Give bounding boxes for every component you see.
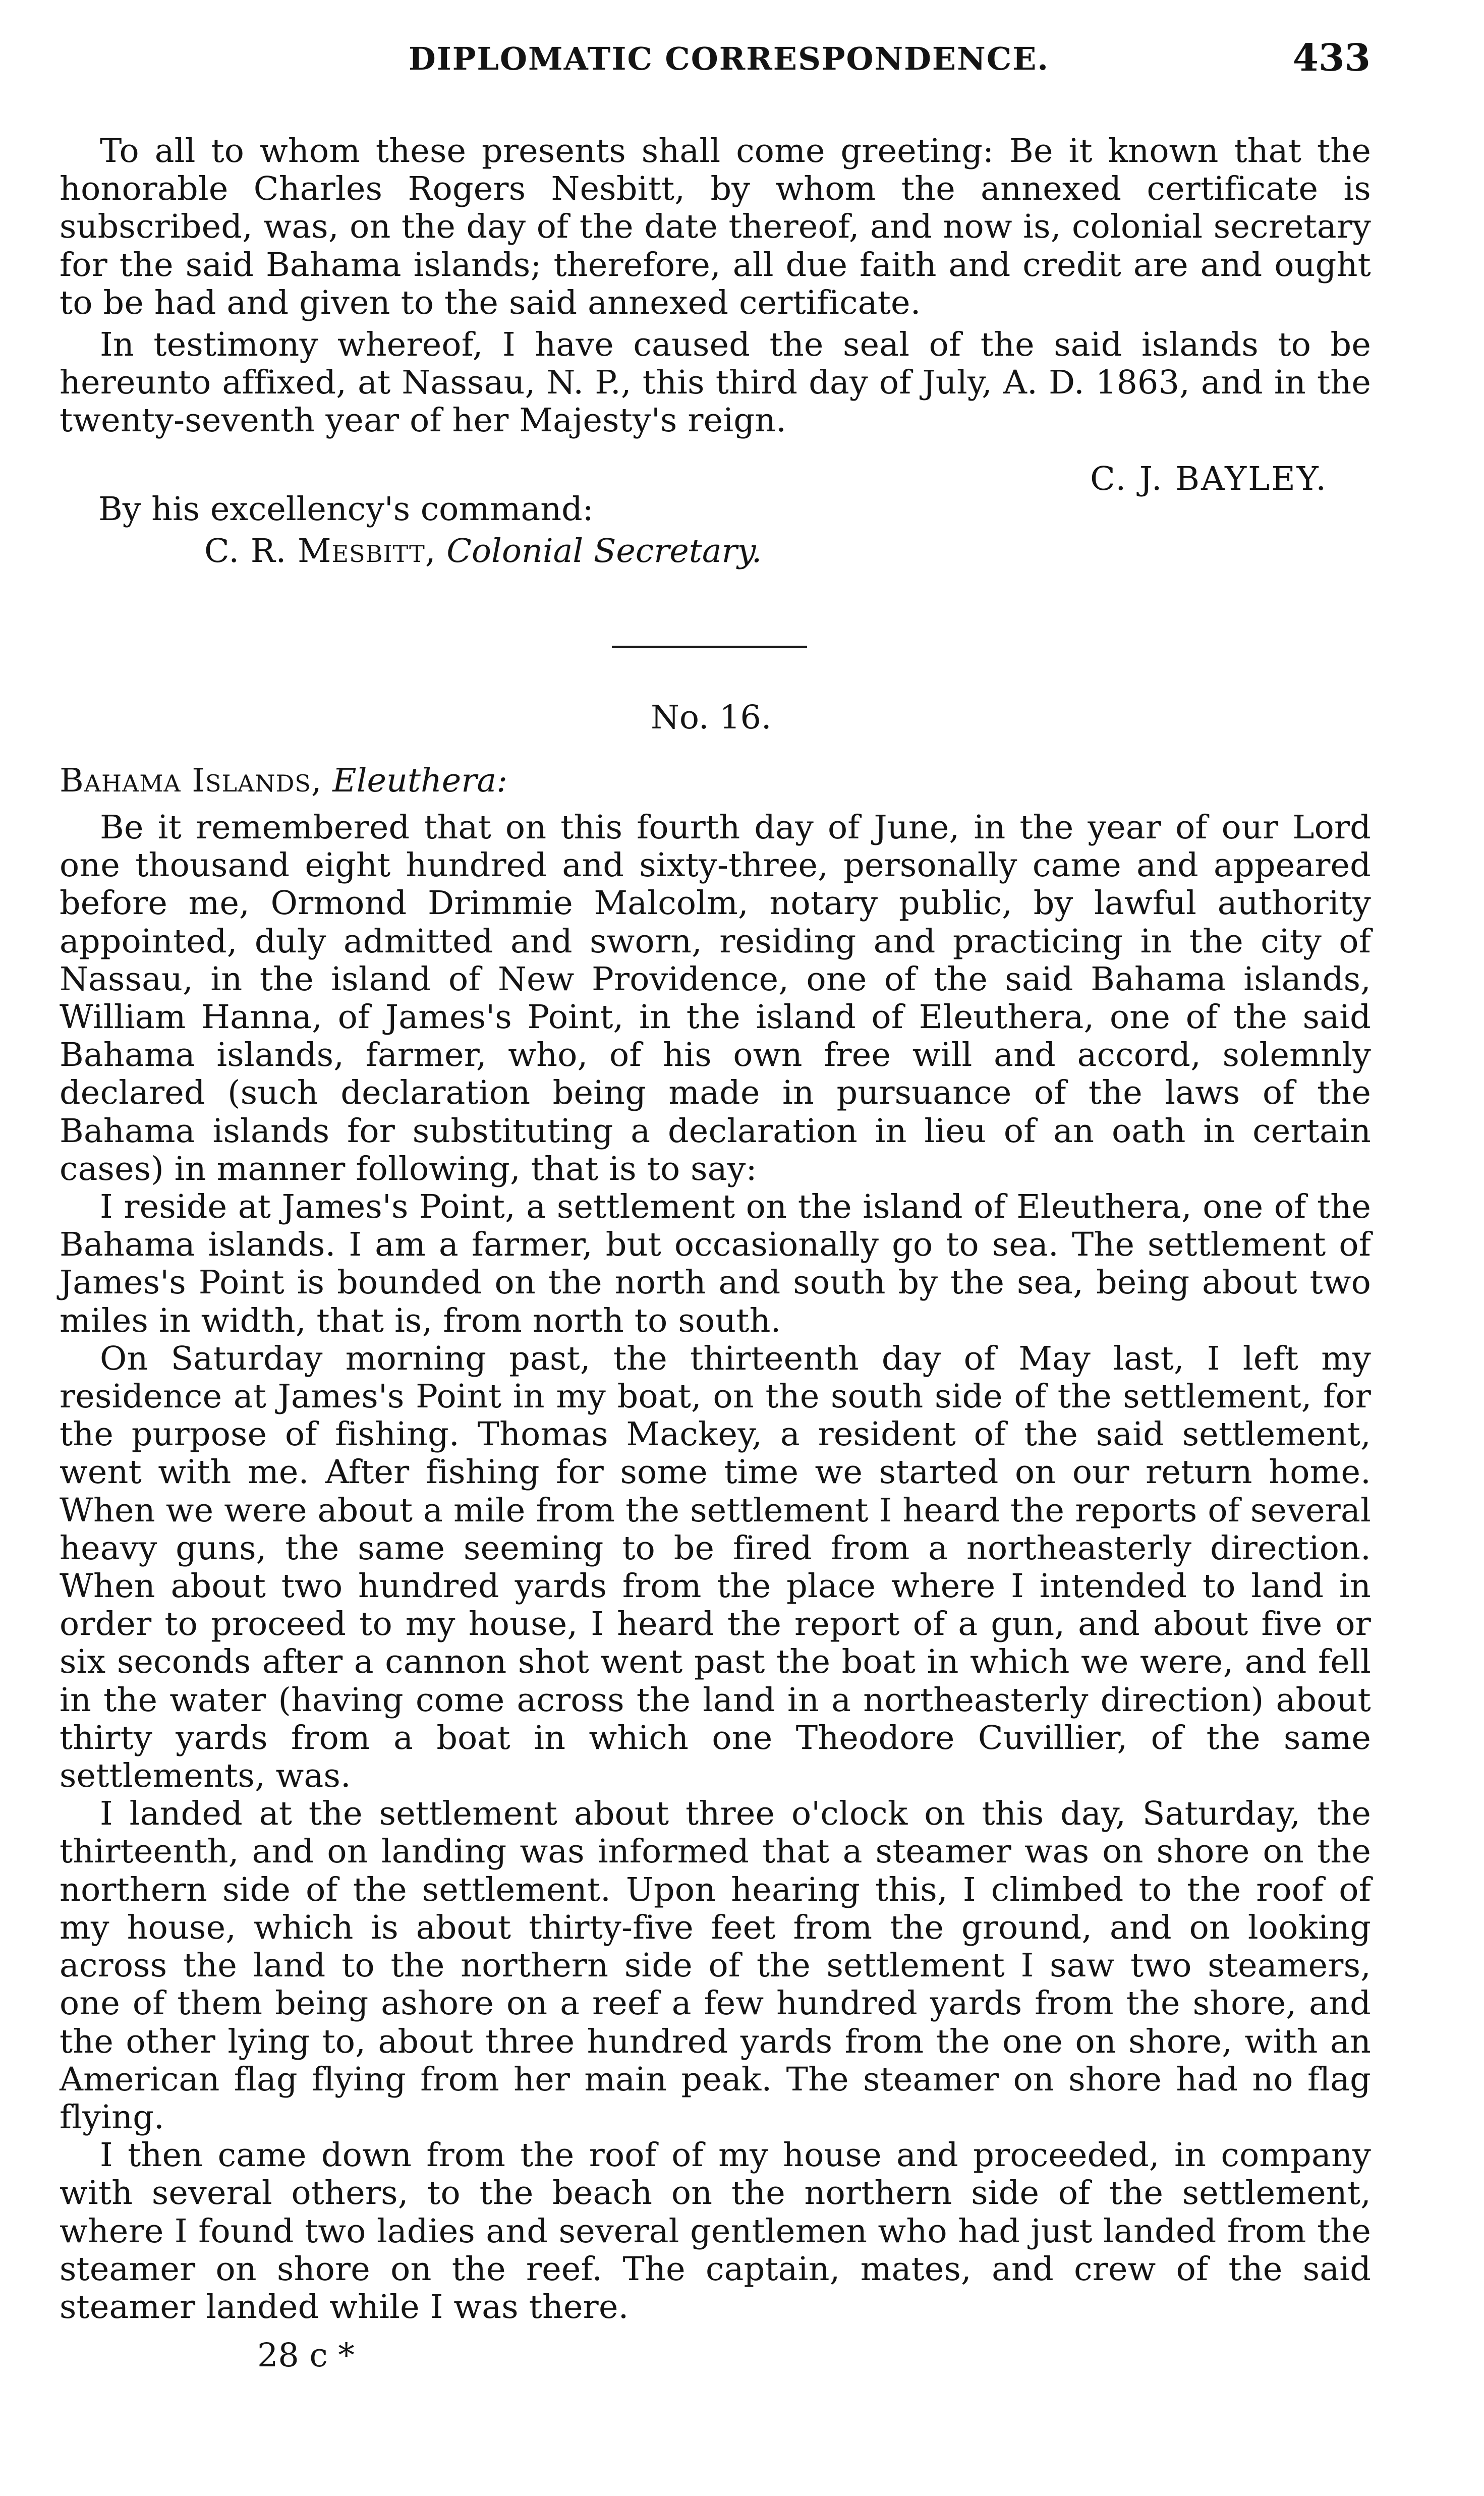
running-head (0, 36, 1484, 91)
declaration-paragraph: On Saturday morning past, the thirteenth day of May last, I left my residence at James's Point in my boat, on the south side of the settlement, for the purpose of fishing. Thomas Mackey, a resident of the said settlement, went with me. After fishing for some time we started on our return home. When we were about a mile from the settlement I heard the reports of several heavy guns, the same seeming to be fired from a northeasterly direction. When about two hundred yards from the place where I intended to land in order to proceed to my house, I heard the report of a gun, and about five or six seconds after a cannon shot went past the boat in which we were, and fell in the water (having come across the land in a northeasterly direction) about thirty yards from a boat in which one Theodore Cuvillier, of the same settlements, was. (60, 1339, 1371, 1795)
declaration-paragraph: I reside at James's Point, a settlement on the island of Eleuthera, one of the Bahama islands. I am a farmer, but occasionally go to sea. The settlement of James's Point is bounded on the north and south by the sea, being about two miles in width, that is, from north to south. (60, 1188, 1371, 1340)
page-number: 433 (1292, 36, 1371, 80)
declaration-paragraph: I landed at the settlement about three o'clock on this day, Saturday, the thirteenth, and on landing was informed that a steamer was on shore on the northern side of the settlement. Upon hearing this, I climbed to the roof of my house, which is about thirty-five feet from the ground, and on looking across the land to the northern side of the settlement I saw two steamers, one of them being ashore on a reef a few hundred yards from the shore, and the other lying to, about three hundred yards from the one on shore, with an American flag flying from her main peak. The steamer on shore had no flag flying. (60, 1795, 1371, 2136)
section-divider (612, 646, 807, 648)
declaration-paragraph: Be it remembered that on this fourth day of June, in the year of our Lord one thousand eight hundred and sixty-three, personally came and appeared before me, Ormond Drimmie Malcolm, notary public, by lawful authority appointed, duly admitted and sworn, residing and practicing in the city of Nassau, in the island of New Providence, one of the said Bahama islands, William Hanna, of James's Point, in the island of Eleuthera, one of the said Bahama islands, farmer, who, of his own free will and accord, solemnly declared (such declaration being made in pursuance of the laws of the Bahama islands for substituting a declaration in lieu of an oath in certain cases) in manner following, that is to say: (60, 809, 1371, 1188)
declaration-body (60, 809, 1371, 2326)
certificate-testimony (60, 326, 1371, 440)
running-title: DIPLOMATIC CORRESPONDENCE. (409, 40, 1050, 77)
certificate-greeting (60, 132, 1371, 322)
certificate-paragraph: To all to whom these presents shall come greeting: Be it known that the honorable Charles Rogers Nesbitt, by whom the annexed certificate is subscribed, was, on the day of the date thereof, and now is, colonial secretary for the said Bahama islands; therefore, all due faith and credit are and ought to be had and given to the said annexed certificate. (60, 132, 1371, 322)
secretary-name: C. R. Mesbitt, (204, 532, 436, 570)
testimony-paragraph: In testimony whereof, I have caused the seal of the said islands to be hereunto affixed, at Nassau, N. P., this third day of July, A. D. 1863, and in the twenty-seventh year of her Majesty's reign. (60, 326, 1371, 440)
command-line: By his excellency's command: (98, 490, 594, 528)
secretary-title: Colonial Secretary. (446, 532, 762, 570)
location-heading (60, 762, 507, 800)
declaration-paragraph: I then came down from the roof of my house and proceeded, in company with several others, to the beach on the northern side of the settlement, where I found two ladies and several gentlemen who had just landed from the steamer on shore on the reef. The captain, mates, and crew of the said steamer landed while I was there. (60, 2136, 1371, 2326)
governor-signature: C. J. BAYLEY. (1090, 460, 1328, 498)
location-place: Bahama Islands, (60, 762, 322, 800)
signature-mark: 28 c * (257, 2337, 355, 2374)
location-island: Eleuthera: (332, 762, 507, 800)
secretary-signature (204, 532, 762, 570)
document-number: No. 16. (651, 699, 772, 736)
